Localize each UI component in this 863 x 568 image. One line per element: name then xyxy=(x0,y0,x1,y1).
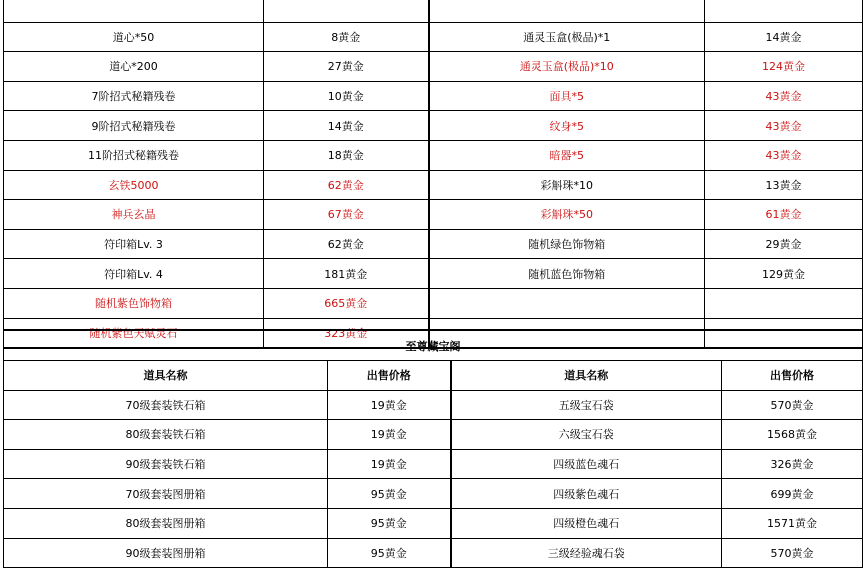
item-price-cell: 95黄金 xyxy=(328,508,451,538)
item-name-cell: 四级紫色魂石 xyxy=(451,479,722,509)
item-price-cell: 19黄金 xyxy=(328,449,451,479)
item-name-cell: 90级套装铁石箱 xyxy=(4,449,328,479)
table-row xyxy=(4,22,863,52)
item-price-cell: 699黄金 xyxy=(722,479,863,509)
item-name-cell: 随机紫色饰物箱 xyxy=(4,288,264,318)
table-row xyxy=(4,170,863,200)
item-name-cell: 80级套装图册箱 xyxy=(4,508,328,538)
item-name-cell: 70级套装图册箱 xyxy=(4,479,328,509)
item-name-cell: 暗器*5 xyxy=(429,140,705,170)
item-name-cell: 六级宝石袋 xyxy=(451,420,722,450)
item-name-cell: 四级蓝色魂石 xyxy=(451,449,722,479)
treasure-pavilion-body xyxy=(4,390,863,568)
item-price-cell: 43黄金 xyxy=(705,111,863,141)
item-price-cell: 95黄金 xyxy=(328,538,451,568)
header-price: 出售价格 xyxy=(328,361,451,391)
item-price-cell: 326黄金 xyxy=(722,449,863,479)
item-price-cell: 95黄金 xyxy=(328,479,451,509)
item-name-cell: 90级套装图册箱 xyxy=(4,538,328,568)
item-name-cell xyxy=(4,0,264,22)
item-price-cell: 10黄金 xyxy=(264,81,429,111)
table-row xyxy=(4,449,863,479)
item-price-cell: 43黄金 xyxy=(705,140,863,170)
item-name-cell: 9阶招式秘籍残卷 xyxy=(4,111,264,141)
header-item-name: 道具名称 xyxy=(451,361,722,391)
item-name-cell: 道心*200 xyxy=(4,52,264,82)
table-row xyxy=(4,390,863,420)
item-name-cell: 70级套装铁石箱 xyxy=(4,390,328,420)
item-price-cell: 19黄金 xyxy=(328,390,451,420)
item-price-cell: 19黄金 xyxy=(328,420,451,450)
item-price-cell: 14黄金 xyxy=(705,22,863,52)
table-row xyxy=(4,229,863,259)
item-price-cell xyxy=(705,0,863,22)
item-name-cell: 通灵玉盒(极品)*1 xyxy=(429,22,705,52)
item-name-cell: 11阶招式秘籍残卷 xyxy=(4,140,264,170)
item-name-cell: 彩斛珠*50 xyxy=(429,200,705,230)
item-name-cell: 符印箱Lv. 3 xyxy=(4,229,264,259)
item-price-cell: 124黄金 xyxy=(705,52,863,82)
table-row xyxy=(4,0,863,22)
item-price-cell: 18黄金 xyxy=(264,140,429,170)
table-row xyxy=(4,420,863,450)
item-name-cell: 面具*5 xyxy=(429,81,705,111)
top-price-table xyxy=(3,0,863,349)
item-price-cell: 570黄金 xyxy=(722,390,863,420)
table-row xyxy=(4,111,863,141)
item-name-cell: 神兵玄晶 xyxy=(4,200,264,230)
item-price-cell: 129黄金 xyxy=(705,259,863,289)
item-price-cell: 61黄金 xyxy=(705,200,863,230)
top-price-table-body xyxy=(4,0,863,348)
item-price-cell: 67黄金 xyxy=(264,200,429,230)
table-row xyxy=(4,52,863,82)
item-name-cell xyxy=(429,0,705,22)
table-row xyxy=(4,140,863,170)
item-name-cell: 四级橙色魂石 xyxy=(451,508,722,538)
table-row xyxy=(4,538,863,568)
treasure-pavilion-table xyxy=(3,329,863,568)
section-title-row xyxy=(4,330,863,361)
item-name-cell: 五级宝石袋 xyxy=(451,390,722,420)
item-name-cell: 纹身*5 xyxy=(429,111,705,141)
item-name-cell: 7阶招式秘籍残卷 xyxy=(4,81,264,111)
item-price-cell: 570黄金 xyxy=(722,538,863,568)
item-price-cell: 14黄金 xyxy=(264,111,429,141)
table-row xyxy=(4,288,863,318)
table-row xyxy=(4,259,863,289)
item-name-cell: 通灵玉盒(极品)*10 xyxy=(429,52,705,82)
item-name-cell: 道心*50 xyxy=(4,22,264,52)
header-row xyxy=(4,361,863,391)
item-price-cell: 1568黄金 xyxy=(722,420,863,450)
item-name-cell: 随机紫色天赋灵石 xyxy=(4,318,264,348)
section-title: 至尊藏宝阁 xyxy=(4,330,863,361)
item-name-cell: 80级套装铁石箱 xyxy=(4,420,328,450)
item-price-cell: 8黄金 xyxy=(264,22,429,52)
item-price-cell: 1571黄金 xyxy=(722,508,863,538)
item-price-cell xyxy=(705,288,863,318)
item-price-cell: 13黄金 xyxy=(705,170,863,200)
item-price-cell: 29黄金 xyxy=(705,229,863,259)
item-price-cell: 27黄金 xyxy=(264,52,429,82)
item-name-cell: 随机绿色饰物箱 xyxy=(429,229,705,259)
item-price-cell: 62黄金 xyxy=(264,170,429,200)
header-price: 出售价格 xyxy=(722,361,863,391)
item-name-cell xyxy=(429,288,705,318)
item-name-cell: 三级经验魂石袋 xyxy=(451,538,722,568)
table-row xyxy=(4,81,863,111)
item-price-cell: 43黄金 xyxy=(705,81,863,111)
item-name-cell: 玄铁5000 xyxy=(4,170,264,200)
header-item-name: 道具名称 xyxy=(4,361,328,391)
table-row xyxy=(4,479,863,509)
item-price-cell xyxy=(264,0,429,22)
item-price-cell: 665黄金 xyxy=(264,288,429,318)
table-row xyxy=(4,200,863,230)
item-name-cell: 符印箱Lv. 4 xyxy=(4,259,264,289)
item-name-cell: 彩斛珠*10 xyxy=(429,170,705,200)
item-price-cell: 62黄金 xyxy=(264,229,429,259)
table-row xyxy=(4,508,863,538)
item-price-cell: 181黄金 xyxy=(264,259,429,289)
item-price-cell: 323黄金 xyxy=(264,318,429,348)
item-name-cell: 随机蓝色饰物箱 xyxy=(429,259,705,289)
